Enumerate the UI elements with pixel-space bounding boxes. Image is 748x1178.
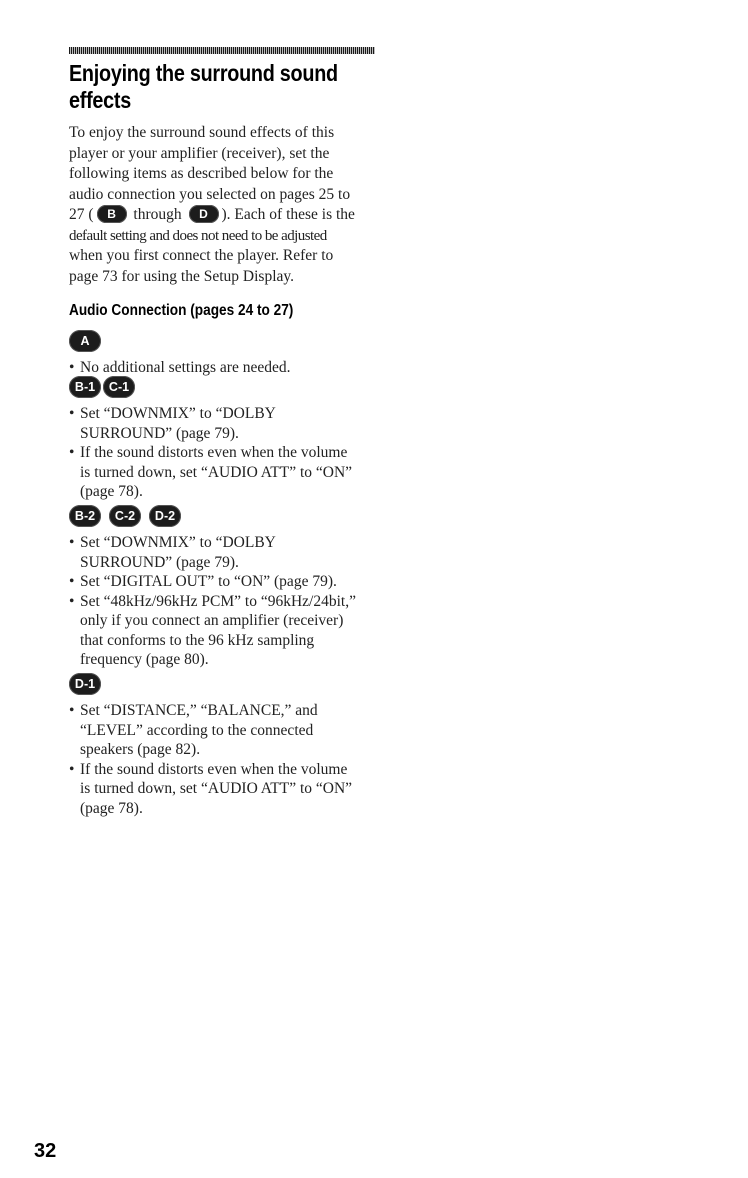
list-item (69, 443, 389, 502)
connection-group-a (69, 330, 389, 378)
bullet-list (69, 701, 389, 818)
section-heading: Audio Connection (pages 24 to 27) (69, 302, 294, 319)
connection-badge-icon: B-1 (69, 376, 101, 398)
connection-badge-icon: C-1 (103, 376, 135, 398)
page-title (69, 60, 344, 114)
badge-row (69, 505, 389, 527)
section-rule (69, 47, 375, 54)
title-line: effects (69, 87, 131, 113)
connection-badge-icon: B (97, 205, 127, 223)
bullet-text: frequency (page 80). (80, 651, 209, 668)
bullet-text: • Set “DOWNMIX” to “DOLBY (80, 534, 276, 551)
intro-line: default setting and does not need to be adjusted (69, 227, 327, 244)
connection-badge-icon: D (189, 205, 219, 223)
bullet-list (69, 358, 389, 378)
connection-badge-icon: B-2 (69, 505, 101, 527)
list-item (69, 533, 389, 572)
list-item (69, 358, 389, 378)
bullet-text: • If the sound distorts even when the volume (80, 760, 348, 778)
bullet-text: • Set “DOWNMIX” to “DOLBY (80, 405, 276, 422)
intro-text: ). Each of these is the (221, 206, 355, 223)
intro-text: 27 ( (69, 206, 94, 223)
intro-paragraph (69, 123, 379, 287)
list-item (69, 701, 389, 760)
connection-group-d1 (69, 673, 389, 818)
bullet-list (69, 404, 389, 502)
bullet-text: • Set “DIGITAL OUT” to “ON” (page 79). (80, 573, 337, 590)
bullet-text: (page 78). (80, 799, 143, 817)
bullet-text: • If the sound distorts even when the volume (80, 444, 348, 461)
intro-line-with-badges (69, 205, 379, 226)
bullet-text: SURROUND” (page 79). (80, 553, 239, 571)
list-item (69, 760, 389, 819)
badge-row (69, 330, 389, 352)
page-number: 32 (34, 1140, 57, 1162)
list-item (69, 592, 389, 670)
bullet-text: speakers (page 82). (80, 741, 201, 758)
intro-line: when you first connect the player. Refer to (69, 247, 334, 264)
connection-badge-icon: D-1 (69, 673, 101, 695)
connection-badge-icon: C-2 (109, 505, 141, 527)
bullet-list (69, 533, 389, 670)
title-line: Enjoying the surround sound (69, 60, 338, 86)
bullet-text: that conforms to the 96 kHz sampling (80, 631, 315, 649)
connection-group-b1-c1 (69, 376, 389, 502)
intro-line: page 73 for using the Setup Display. (69, 267, 294, 285)
list-item (69, 572, 389, 592)
bullet-text: only if you connect an amplifier (receiver) (80, 612, 344, 629)
bullet-text: is turned down, set “AUDIO ATT” to “ON” (80, 780, 353, 797)
intro-line: audio connection you selected on pages 25 to (69, 185, 351, 203)
bullet-text: “LEVEL” according to the connected (80, 721, 314, 739)
badge-row (69, 376, 389, 398)
intro-text: through (129, 206, 186, 223)
intro-line: following items as described below for the (69, 165, 334, 182)
bullet-text: • No additional settings are needed. (80, 359, 291, 376)
intro-line: To enjoy the surround sound effects of this (69, 124, 335, 141)
connection-badge-icon: A (69, 330, 101, 352)
bullet-text: SURROUND” (page 79). (80, 424, 239, 442)
intro-line: player or your amplifier (receiver), set the (69, 144, 330, 162)
badge-row (69, 673, 389, 695)
list-item (69, 404, 389, 443)
bullet-text: • Set “DISTANCE,” “BALANCE,” and (80, 702, 318, 719)
bullet-text: (page 78). (80, 483, 143, 500)
bullet-text: is turned down, set “AUDIO ATT” to “ON” (80, 463, 353, 481)
bullet-text: • Set “48kHz/96kHz PCM” to “96kHz/24bit,” (80, 592, 356, 610)
connection-badge-icon: D-2 (149, 505, 181, 527)
connection-group-b2-c2-d2 (69, 505, 389, 670)
